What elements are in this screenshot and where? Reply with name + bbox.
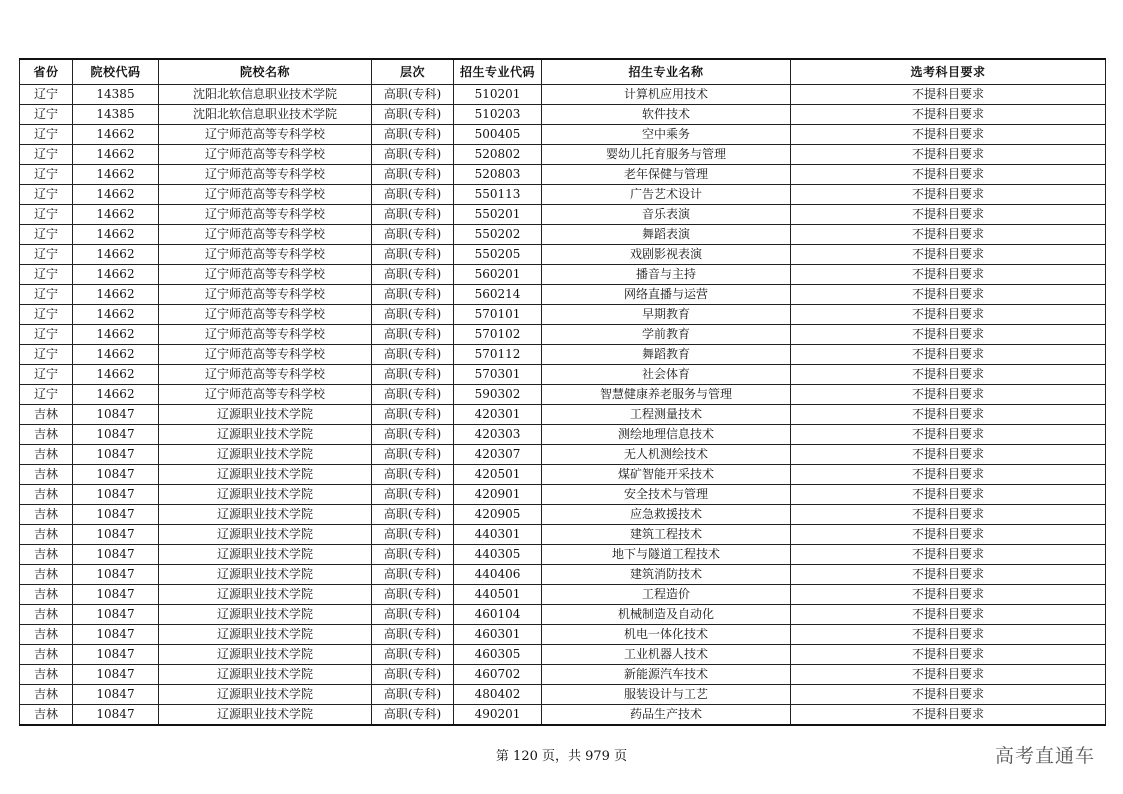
cell-province: 吉林 <box>20 625 73 645</box>
cell-school-code: 10847 <box>73 485 159 505</box>
cell-major-code: 420301 <box>454 405 542 425</box>
cell-school-code: 14662 <box>73 185 159 205</box>
cell-school-name: 辽源职业技术学院 <box>159 665 372 685</box>
table-header-row <box>20 59 1106 85</box>
table-row <box>20 445 1106 465</box>
cell-subject-requirement: 不提科目要求 <box>791 225 1106 245</box>
cell-school-code: 10847 <box>73 685 159 705</box>
table-row <box>20 165 1106 185</box>
cell-school-code: 14385 <box>73 85 159 105</box>
cell-school-name: 辽源职业技术学院 <box>159 505 372 525</box>
cell-major-code: 550113 <box>454 185 542 205</box>
cell-school-code: 14662 <box>73 265 159 285</box>
cell-province: 辽宁 <box>20 365 73 385</box>
cell-province: 辽宁 <box>20 305 73 325</box>
cell-province: 吉林 <box>20 465 73 485</box>
cell-subject-requirement: 不提科目要求 <box>791 85 1106 105</box>
cell-province: 吉林 <box>20 485 73 505</box>
cell-province: 吉林 <box>20 705 73 726</box>
cell-subject-requirement: 不提科目要求 <box>791 145 1106 165</box>
cell-level: 高职(专科) <box>372 385 454 405</box>
cell-province: 吉林 <box>20 585 73 605</box>
cell-school-name: 辽源职业技术学院 <box>159 485 372 505</box>
cell-school-name: 辽源职业技术学院 <box>159 525 372 545</box>
cell-level: 高职(专科) <box>372 165 454 185</box>
cell-subject-requirement: 不提科目要求 <box>791 385 1106 405</box>
cell-province: 辽宁 <box>20 285 73 305</box>
cell-subject-requirement: 不提科目要求 <box>791 165 1106 185</box>
cell-province: 辽宁 <box>20 85 73 105</box>
cell-major-name: 学前教育 <box>542 325 791 345</box>
cell-school-code: 10847 <box>73 425 159 445</box>
cell-school-code: 10847 <box>73 465 159 485</box>
cell-major-code: 520802 <box>454 145 542 165</box>
cell-subject-requirement: 不提科目要求 <box>791 405 1106 425</box>
cell-level: 高职(专科) <box>372 705 454 726</box>
cell-major-code: 510203 <box>454 105 542 125</box>
cell-subject-requirement: 不提科目要求 <box>791 525 1106 545</box>
cell-major-name: 软件技术 <box>542 105 791 125</box>
cell-school-name: 辽宁师范高等专科学校 <box>159 345 372 365</box>
cell-province: 辽宁 <box>20 325 73 345</box>
cell-province: 辽宁 <box>20 165 73 185</box>
cell-school-code: 14662 <box>73 285 159 305</box>
cell-level: 高职(专科) <box>372 305 454 325</box>
cell-major-name: 早期教育 <box>542 305 791 325</box>
table-row <box>20 485 1106 505</box>
cell-school-code: 14662 <box>73 325 159 345</box>
header-school-name: 院校名称 <box>159 59 372 85</box>
cell-school-name: 辽源职业技术学院 <box>159 685 372 705</box>
table-row <box>20 365 1106 385</box>
cell-level: 高职(专科) <box>372 585 454 605</box>
table-row <box>20 705 1106 726</box>
header-level: 层次 <box>372 59 454 85</box>
cell-major-name: 戏剧影视表演 <box>542 245 791 265</box>
cell-major-code: 460104 <box>454 605 542 625</box>
cell-school-name: 沈阳北软信息职业技术学院 <box>159 85 372 105</box>
cell-subject-requirement: 不提科目要求 <box>791 365 1106 385</box>
cell-province: 吉林 <box>20 545 73 565</box>
cell-school-name: 辽宁师范高等专科学校 <box>159 145 372 165</box>
table-row <box>20 325 1106 345</box>
cell-subject-requirement: 不提科目要求 <box>791 245 1106 265</box>
table-row <box>20 105 1106 125</box>
cell-level: 高职(专科) <box>372 465 454 485</box>
cell-province: 辽宁 <box>20 225 73 245</box>
cell-major-name: 工业机器人技术 <box>542 645 791 665</box>
cell-province: 吉林 <box>20 665 73 685</box>
cell-province: 辽宁 <box>20 185 73 205</box>
cell-level: 高职(专科) <box>372 645 454 665</box>
cell-major-name: 无人机测绘技术 <box>542 445 791 465</box>
cell-school-code: 14662 <box>73 365 159 385</box>
cell-school-code: 10847 <box>73 525 159 545</box>
cell-province: 吉林 <box>20 445 73 465</box>
cell-school-name: 辽宁师范高等专科学校 <box>159 305 372 325</box>
cell-subject-requirement: 不提科目要求 <box>791 205 1106 225</box>
cell-school-name: 辽源职业技术学院 <box>159 445 372 465</box>
cell-major-name: 舞蹈表演 <box>542 225 791 245</box>
cell-school-code: 14662 <box>73 385 159 405</box>
cell-level: 高职(专科) <box>372 85 454 105</box>
cell-major-code: 460301 <box>454 625 542 645</box>
cell-school-name: 辽宁师范高等专科学校 <box>159 325 372 345</box>
cell-school-code: 10847 <box>73 445 159 465</box>
cell-school-code: 10847 <box>73 645 159 665</box>
table-row <box>20 665 1106 685</box>
cell-level: 高职(专科) <box>372 105 454 125</box>
cell-subject-requirement: 不提科目要求 <box>791 325 1106 345</box>
cell-level: 高职(专科) <box>372 265 454 285</box>
cell-level: 高职(专科) <box>372 365 454 385</box>
cell-school-code: 14662 <box>73 305 159 325</box>
cell-province: 吉林 <box>20 685 73 705</box>
cell-major-code: 570101 <box>454 305 542 325</box>
table-row <box>20 345 1106 365</box>
cell-major-code: 590302 <box>454 385 542 405</box>
watermark-logo: 高考直通车 <box>994 745 1095 767</box>
header-subject-requirement: 选考科目要求 <box>791 59 1106 85</box>
cell-level: 高职(专科) <box>372 665 454 685</box>
cell-level: 高职(专科) <box>372 125 454 145</box>
cell-level: 高职(专科) <box>372 405 454 425</box>
cell-school-name: 辽源职业技术学院 <box>159 545 372 565</box>
cell-province: 辽宁 <box>20 265 73 285</box>
table-row <box>20 405 1106 425</box>
cell-school-code: 14662 <box>73 345 159 365</box>
table-row <box>20 545 1106 565</box>
cell-major-code: 420501 <box>454 465 542 485</box>
cell-level: 高职(专科) <box>372 205 454 225</box>
table-row <box>20 125 1106 145</box>
cell-subject-requirement: 不提科目要求 <box>791 705 1106 726</box>
cell-major-code: 440301 <box>454 525 542 545</box>
table-row <box>20 145 1106 165</box>
cell-subject-requirement: 不提科目要求 <box>791 505 1106 525</box>
cell-province: 辽宁 <box>20 145 73 165</box>
cell-major-code: 560214 <box>454 285 542 305</box>
cell-major-code: 480402 <box>454 685 542 705</box>
cell-level: 高职(专科) <box>372 345 454 365</box>
cell-major-name: 播音与主持 <box>542 265 791 285</box>
cell-school-code: 14662 <box>73 145 159 165</box>
cell-school-name: 辽宁师范高等专科学校 <box>159 285 372 305</box>
cell-major-code: 420905 <box>454 505 542 525</box>
cell-school-name: 辽宁师范高等专科学校 <box>159 165 372 185</box>
cell-major-name: 新能源汽车技术 <box>542 665 791 685</box>
cell-province: 吉林 <box>20 505 73 525</box>
cell-subject-requirement: 不提科目要求 <box>791 645 1106 665</box>
cell-province: 吉林 <box>20 405 73 425</box>
cell-major-name: 测绘地理信息技术 <box>542 425 791 445</box>
cell-major-name: 机电一体化技术 <box>542 625 791 645</box>
cell-school-name: 辽宁师范高等专科学校 <box>159 125 372 145</box>
cell-school-code: 14385 <box>73 105 159 125</box>
cell-level: 高职(专科) <box>372 325 454 345</box>
cell-school-name: 辽源职业技术学院 <box>159 625 372 645</box>
cell-school-code: 10847 <box>73 565 159 585</box>
header-major-name: 招生专业名称 <box>542 59 791 85</box>
cell-level: 高职(专科) <box>372 285 454 305</box>
cell-major-code: 560201 <box>454 265 542 285</box>
cell-subject-requirement: 不提科目要求 <box>791 425 1106 445</box>
cell-major-name: 服装设计与工艺 <box>542 685 791 705</box>
table-row <box>20 385 1106 405</box>
cell-level: 高职(专科) <box>372 545 454 565</box>
cell-subject-requirement: 不提科目要求 <box>791 305 1106 325</box>
cell-subject-requirement: 不提科目要求 <box>791 185 1106 205</box>
cell-school-code: 14662 <box>73 125 159 145</box>
cell-major-code: 510201 <box>454 85 542 105</box>
table-row <box>20 85 1106 105</box>
table-row <box>20 565 1106 585</box>
cell-major-code: 490201 <box>454 705 542 726</box>
cell-subject-requirement: 不提科目要求 <box>791 605 1106 625</box>
table-row <box>20 425 1106 445</box>
cell-school-name: 辽源职业技术学院 <box>159 465 372 485</box>
cell-major-name: 音乐表演 <box>542 205 791 225</box>
cell-subject-requirement: 不提科目要求 <box>791 285 1106 305</box>
cell-subject-requirement: 不提科目要求 <box>791 105 1106 125</box>
cell-school-name: 辽宁师范高等专科学校 <box>159 225 372 245</box>
cell-school-code: 10847 <box>73 585 159 605</box>
cell-school-code: 10847 <box>73 505 159 525</box>
table-row <box>20 505 1106 525</box>
table-row <box>20 645 1106 665</box>
cell-major-name: 机械制造及自动化 <box>542 605 791 625</box>
cell-subject-requirement: 不提科目要求 <box>791 545 1106 565</box>
cell-level: 高职(专科) <box>372 485 454 505</box>
cell-major-code: 440406 <box>454 565 542 585</box>
cell-school-code: 10847 <box>73 665 159 685</box>
cell-school-name: 辽源职业技术学院 <box>159 565 372 585</box>
cell-school-name: 辽宁师范高等专科学校 <box>159 385 372 405</box>
cell-major-name: 建筑消防技术 <box>542 565 791 585</box>
enrollment-table <box>19 58 1106 726</box>
cell-level: 高职(专科) <box>372 505 454 525</box>
cell-province: 辽宁 <box>20 385 73 405</box>
cell-major-code: 420303 <box>454 425 542 445</box>
cell-school-name: 辽宁师范高等专科学校 <box>159 245 372 265</box>
cell-school-name: 辽宁师范高等专科学校 <box>159 205 372 225</box>
cell-subject-requirement: 不提科目要求 <box>791 465 1106 485</box>
cell-major-name: 煤矿智能开采技术 <box>542 465 791 485</box>
cell-major-name: 社会体育 <box>542 365 791 385</box>
cell-major-code: 550201 <box>454 205 542 225</box>
cell-school-name: 辽源职业技术学院 <box>159 425 372 445</box>
cell-province: 吉林 <box>20 525 73 545</box>
cell-level: 高职(专科) <box>372 445 454 465</box>
table-row <box>20 305 1106 325</box>
table-row <box>20 285 1106 305</box>
cell-level: 高职(专科) <box>372 605 454 625</box>
cell-major-code: 550202 <box>454 225 542 245</box>
cell-subject-requirement: 不提科目要求 <box>791 125 1106 145</box>
cell-school-code: 10847 <box>73 625 159 645</box>
cell-major-code: 460305 <box>454 645 542 665</box>
cell-subject-requirement: 不提科目要求 <box>791 585 1106 605</box>
cell-major-name: 应急救援技术 <box>542 505 791 525</box>
header-province: 省份 <box>20 59 73 85</box>
cell-province: 吉林 <box>20 605 73 625</box>
cell-major-name: 安全技术与管理 <box>542 485 791 505</box>
table-row <box>20 605 1106 625</box>
cell-major-code: 440501 <box>454 585 542 605</box>
header-school-code: 院校代码 <box>73 59 159 85</box>
cell-school-name: 辽源职业技术学院 <box>159 705 372 726</box>
cell-major-name: 广告艺术设计 <box>542 185 791 205</box>
cell-province: 吉林 <box>20 645 73 665</box>
cell-level: 高职(专科) <box>372 685 454 705</box>
cell-school-name: 辽宁师范高等专科学校 <box>159 265 372 285</box>
cell-school-code: 10847 <box>73 705 159 726</box>
cell-level: 高职(专科) <box>372 225 454 245</box>
cell-subject-requirement: 不提科目要求 <box>791 665 1106 685</box>
cell-major-code: 570112 <box>454 345 542 365</box>
cell-school-code: 14662 <box>73 225 159 245</box>
cell-subject-requirement: 不提科目要求 <box>791 445 1106 465</box>
cell-major-code: 460702 <box>454 665 542 685</box>
cell-level: 高职(专科) <box>372 525 454 545</box>
cell-subject-requirement: 不提科目要求 <box>791 625 1106 645</box>
cell-province: 辽宁 <box>20 345 73 365</box>
cell-province: 吉林 <box>20 425 73 445</box>
header-major-code: 招生专业代码 <box>454 59 542 85</box>
cell-province: 辽宁 <box>20 205 73 225</box>
cell-school-code: 14662 <box>73 205 159 225</box>
cell-major-name: 计算机应用技术 <box>542 85 791 105</box>
cell-school-code: 10847 <box>73 405 159 425</box>
cell-level: 高职(专科) <box>372 625 454 645</box>
cell-school-name: 辽源职业技术学院 <box>159 405 372 425</box>
cell-major-code: 550205 <box>454 245 542 265</box>
cell-school-code: 14662 <box>73 165 159 185</box>
table-row <box>20 585 1106 605</box>
table-row <box>20 265 1106 285</box>
cell-school-name: 辽宁师范高等专科学校 <box>159 365 372 385</box>
table-row <box>20 225 1106 245</box>
cell-major-code: 570301 <box>454 365 542 385</box>
cell-major-code: 440305 <box>454 545 542 565</box>
cell-major-code: 520803 <box>454 165 542 185</box>
table-row <box>20 685 1106 705</box>
table-row <box>20 465 1106 485</box>
cell-school-name: 辽宁师范高等专科学校 <box>159 185 372 205</box>
cell-major-name: 网络直播与运营 <box>542 285 791 305</box>
cell-major-name: 工程测量技术 <box>542 405 791 425</box>
cell-major-code: 420901 <box>454 485 542 505</box>
table-row <box>20 205 1106 225</box>
cell-level: 高职(专科) <box>372 245 454 265</box>
cell-subject-requirement: 不提科目要求 <box>791 265 1106 285</box>
cell-major-name: 老年保健与管理 <box>542 165 791 185</box>
cell-major-name: 舞蹈教育 <box>542 345 791 365</box>
cell-school-name: 沈阳北软信息职业技术学院 <box>159 105 372 125</box>
cell-school-name: 辽源职业技术学院 <box>159 585 372 605</box>
cell-subject-requirement: 不提科目要求 <box>791 565 1106 585</box>
cell-subject-requirement: 不提科目要求 <box>791 685 1106 705</box>
cell-major-name: 工程造价 <box>542 585 791 605</box>
cell-major-name: 地下与隧道工程技术 <box>542 545 791 565</box>
cell-major-code: 500405 <box>454 125 542 145</box>
cell-subject-requirement: 不提科目要求 <box>791 485 1106 505</box>
cell-major-name: 婴幼儿托育服务与管理 <box>542 145 791 165</box>
cell-school-name: 辽源职业技术学院 <box>159 645 372 665</box>
cell-province: 辽宁 <box>20 125 73 145</box>
table-row <box>20 525 1106 545</box>
cell-major-name: 智慧健康养老服务与管理 <box>542 385 791 405</box>
cell-school-name: 辽源职业技术学院 <box>159 605 372 625</box>
cell-province: 辽宁 <box>20 105 73 125</box>
cell-major-name: 空中乘务 <box>542 125 791 145</box>
cell-major-name: 药品生产技术 <box>542 705 791 726</box>
page-number: 第 120 页，共 979 页 <box>495 749 628 764</box>
cell-school-code: 10847 <box>73 545 159 565</box>
cell-level: 高职(专科) <box>372 425 454 445</box>
cell-school-code: 14662 <box>73 245 159 265</box>
cell-school-code: 10847 <box>73 605 159 625</box>
cell-subject-requirement: 不提科目要求 <box>791 345 1106 365</box>
cell-level: 高职(专科) <box>372 185 454 205</box>
cell-level: 高职(专科) <box>372 145 454 165</box>
cell-major-code: 420307 <box>454 445 542 465</box>
table-row <box>20 185 1106 205</box>
cell-level: 高职(专科) <box>372 565 454 585</box>
cell-major-code: 570102 <box>454 325 542 345</box>
table-row <box>20 625 1106 645</box>
table-row <box>20 245 1106 265</box>
cell-province: 吉林 <box>20 565 73 585</box>
cell-province: 辽宁 <box>20 245 73 265</box>
cell-major-name: 建筑工程技术 <box>542 525 791 545</box>
